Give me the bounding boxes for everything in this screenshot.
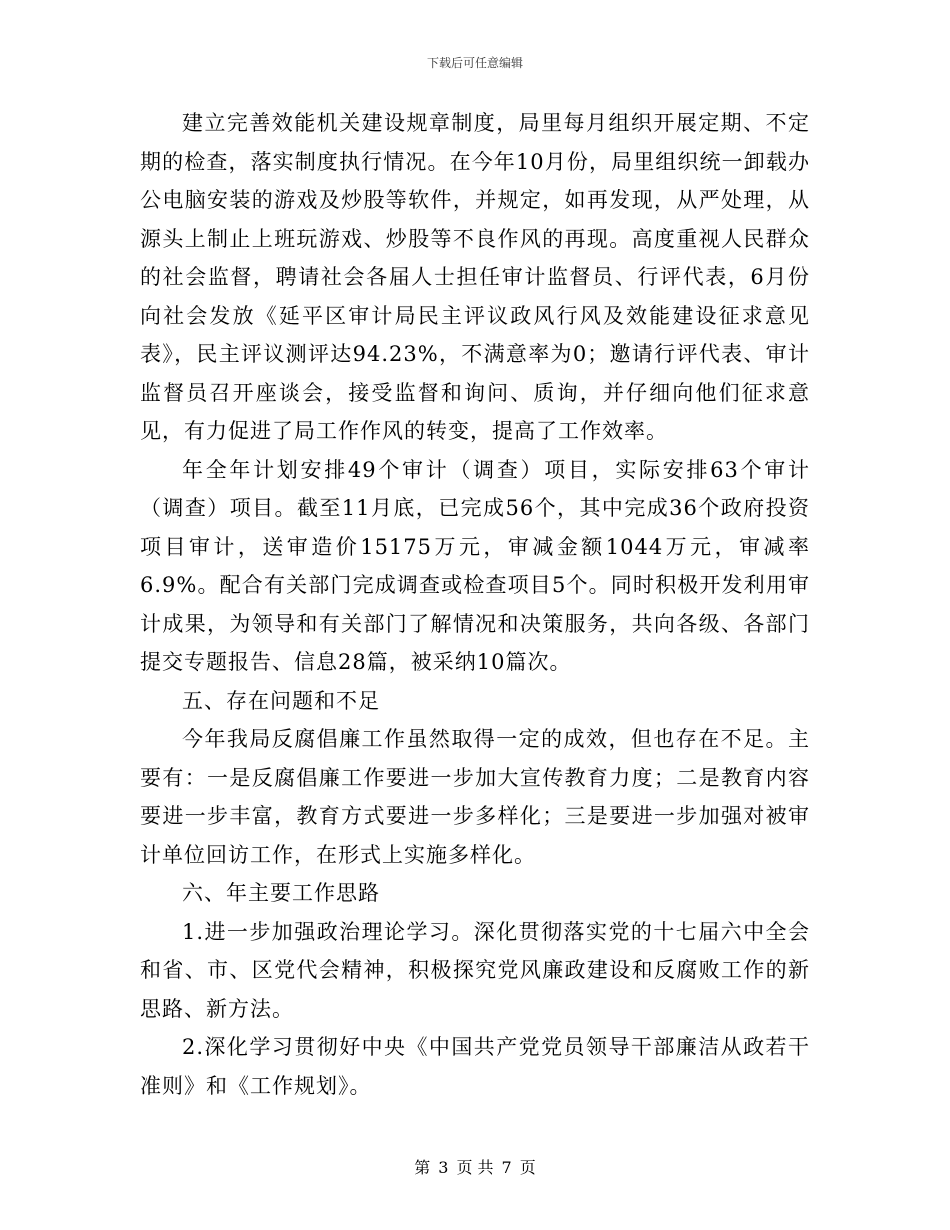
paragraph-audit-projects: 年全年计划安排49个审计（调查）项目，实际安排63个审计（调查）项目。截至11月底，已完成56个，其中完成36个政府投资项目审计，送审造价15175万元，审减金额1044万元，审减率6.9%。配合有关部门完成调查或检查项目5个。同时积极开发利用审计成果，为领导和有关部门了解情况和决策服务，共向各级、各部门提交专题报告、信息28篇，被采纳10篇次。 [140,457,810,674]
page-total: 7 [501,1158,512,1177]
page-label-post: 页 [519,1158,536,1177]
page-header: 下载后可任意编辑 [426,56,523,70]
document-body [140,104,810,1105]
section-heading-problems: 五、存在问题和不足 [182,688,380,713]
page-current: 3 [438,1158,449,1177]
paragraph-plan-item-2: 2.深化学习贯彻好中央《中国共产党党员领导干部廉洁从政若干准则》和《工作规划》。 [140,1035,810,1098]
page-label-pre: 第 [414,1158,431,1177]
section-heading-work-plan: 六、年主要工作思路 [182,881,380,905]
paragraph-problems: 今年我局反腐倡廉工作虽然取得一定的成效，但也存在不足。主要有：一是反腐倡廉工作要进一步加大宣传教育力度；二是教育内容要进一步丰富，教育方式要进一步多样化；三是要进一步加强对被审计单位回访工作，在形式上实施多样化。 [140,727,810,867]
page-label-mid: 页 共 [456,1158,494,1177]
page-footer [0,1155,950,1178]
paragraph-plan-item-1: 1.进一步加强政治理论学习。深化贯彻落实党的十七届六中全会和省、市、区党代会精神，积极探究党风廉政建设和反腐败工作的新思路、新方法。 [140,919,810,1021]
paragraph-efficiency-rules: 建立完善效能机关建设规章制度，局里每月组织开展定期、不定期的检查，落实制度执行情况。在今年10月份，局里组织统一卸载办公电脑安装的游戏及炒股等软件，并规定，如再发现，从严处理，从源头上制止上班玩游戏、炒股等不良作风的再现。高度重视人民群众的社会监督，聘请社会各届人士担任审计监督员、行评代表，6月份向社会发放《延平区审计局民主评议政风行风及效能建设征求意见表》，民主评议测评达94.23%，不满意率为0；邀请行评代表、审计监督员召开座谈会，接受监督和询问、质询，并仔细向他们征求意见，有力促进了局工作作风的转变，提高了工作效率。 [140,111,810,443]
